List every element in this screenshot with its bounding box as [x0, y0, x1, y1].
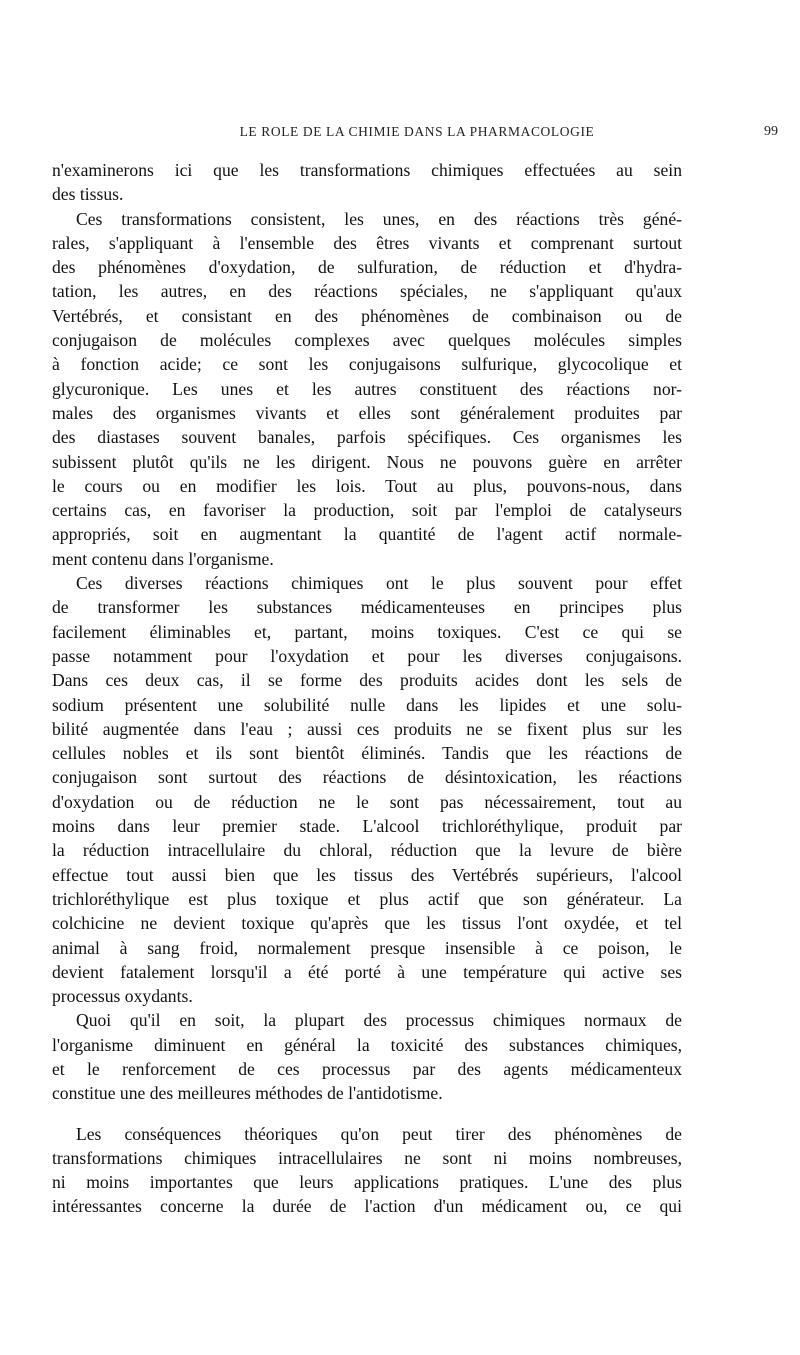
text-line: Vertébrés, et consistant en des phénomènes de combinaison ou de	[52, 305, 682, 326]
running-head: LE ROLE DE LA CHIMIE DANS LA PHARMACOLOGIE	[239, 124, 595, 139]
text-line: appropriés, soit en augmentant la quantité de l'agent actif normale-	[52, 524, 682, 545]
paragraph	[52, 571, 682, 1008]
text-line: constitue une des meilleures méthodes de l'antidotisme.	[52, 1083, 443, 1104]
text-line: Les conséquences théoriques qu'on peut tirer des phénomènes de	[76, 1123, 682, 1144]
text-line: colchicine ne devient toxique qu'après que les tissus l'ont oxydée, et tel	[52, 913, 682, 934]
text-line: Ces transformations consistent, les unes, en des réactions très géné-	[76, 208, 682, 229]
text-line: des diastases souvent banales, parfois spécifiques. Ces organismes les	[52, 427, 682, 448]
text-line: Ces diverses réactions chimiques ont le plus souvent pour effet	[76, 573, 682, 594]
text-line: transformations chimiques intracellulaires ne sont ni moins nombreuses,	[52, 1147, 682, 1168]
paragraph	[52, 1008, 682, 1105]
text-line: facilement éliminables et, partant, moins toxiques. C'est ce qui se	[52, 621, 682, 642]
text-line: des tissus.	[52, 184, 124, 205]
text-line: intéressantes concerne la durée de l'action d'un médicament ou, ce qui	[52, 1196, 682, 1217]
text-line: conjugaison sont surtout des réactions de désintoxication, les réactions	[52, 767, 682, 788]
text-line: le cours ou en modifier les lois. Tout au plus, pouvons-nous, dans	[52, 475, 682, 496]
text-line: animal à sang froid, normalement presque insensible à ce poison, le	[52, 937, 682, 958]
text-line: subissent plutôt qu'ils ne les dirigent. Nous ne pouvons guère en arrêter	[52, 451, 682, 472]
text-line: Quoi qu'il en soit, la plupart des processus chimiques normaux de	[76, 1010, 682, 1031]
text-line: processus oxydants.	[52, 986, 193, 1007]
text-line: moins dans leur premier stade. L'alcool trichloréthylique, produit par	[52, 816, 682, 837]
text-line: glycuronique. Les unes et les autres constituent des réactions nor-	[52, 378, 682, 399]
body-text	[52, 158, 682, 1219]
text-line: cellules nobles et ils sont bientôt éliminés. Tandis que les réactions de	[52, 743, 682, 764]
paragraph	[52, 1122, 682, 1219]
paragraph	[52, 207, 682, 571]
text-line: de transformer les substances médicamenteuses en principes plus	[52, 597, 682, 618]
text-line: des phénomènes d'oxydation, de sulfuration, de réduction et d'hydra-	[52, 257, 682, 278]
text-line: passe notamment pour l'oxydation et pour les diverses conjugaisons.	[52, 645, 682, 666]
text-line: n'examinerons ici que les transformations chimiques effectuées au sein	[52, 160, 682, 180]
text-line: ni moins importantes que leurs applications pratiques. L'une des plus	[52, 1172, 682, 1193]
text-line: rales, s'appliquant à l'ensemble des êtres vivants et comprenant surtout	[52, 232, 682, 253]
paragraph-continuation	[52, 158, 682, 207]
text-line: males des organismes vivants et elles sont généralement produites par	[52, 402, 682, 423]
page-number: 99	[764, 124, 778, 139]
text-line: certains cas, en favoriser la production, soit par l'emploi de catalyseurs	[52, 500, 682, 521]
text-line: à fonction acide; ce sont les conjugaisons sulfurique, glycocolique et	[52, 354, 682, 375]
text-line: ment contenu dans l'organisme.	[52, 548, 274, 569]
text-line: sodium présentent une solubilité nulle dans les lipides et une solu-	[52, 694, 682, 715]
text-line: et le renforcement de ces processus par des agents médicamenteux	[52, 1058, 682, 1079]
text-line: la réduction intracellulaire du chloral, réduction que la levure de bière	[52, 840, 682, 861]
text-line: d'oxydation ou de réduction ne le sont pas nécessairement, tout au	[52, 791, 682, 812]
text-line: Dans ces deux cas, il se forme des produits acides dont les sels de	[52, 670, 682, 691]
text-line: effectue tout aussi bien que les tissus des Vertébrés supérieurs, l'alcool	[52, 864, 682, 885]
text-line: bilité augmentée dans l'eau ; aussi ces produits ne se fixent plus sur les	[52, 718, 682, 739]
text-line: devient fatalement lorsqu'il a été porté à une température qui active ses	[52, 961, 682, 982]
text-line: l'organisme diminuent en général la toxicité des substances chimiques,	[52, 1034, 682, 1055]
page-header	[52, 124, 782, 148]
text-line: conjugaison de molécules complexes avec quelques molécules simples	[52, 330, 682, 351]
text-line: tation, les autres, en des réactions spéciales, ne s'appliquant qu'aux	[52, 281, 682, 302]
text-line: trichloréthylique est plus toxique et plus actif que son générateur. La	[52, 888, 682, 909]
